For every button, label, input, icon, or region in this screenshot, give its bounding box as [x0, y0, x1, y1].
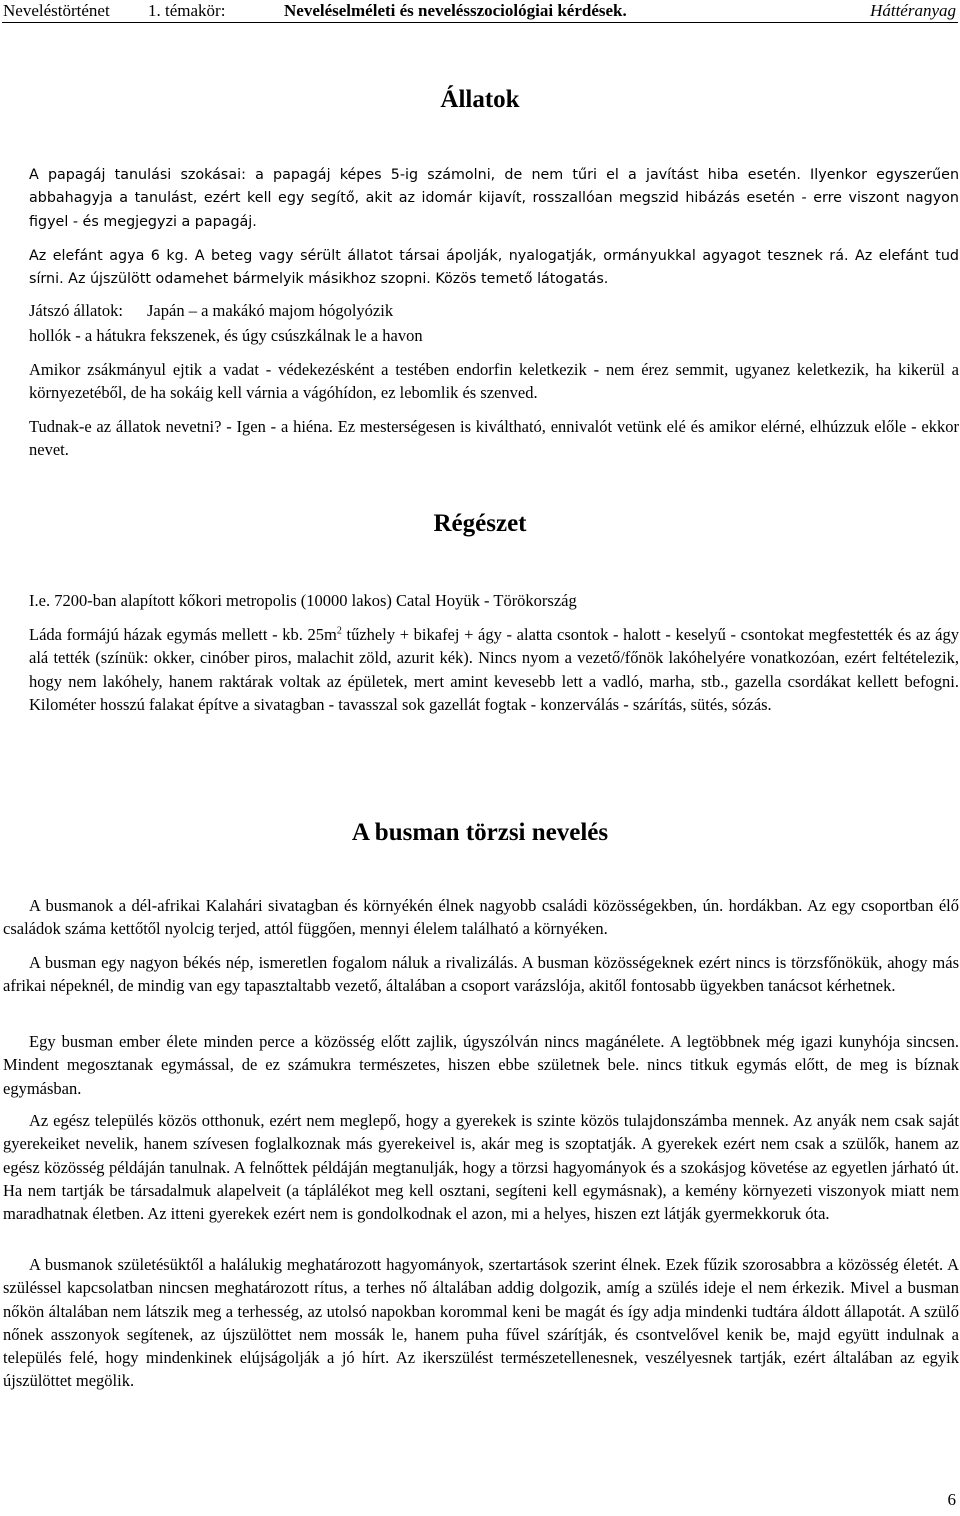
section-heading-regeszet: Régészet: [433, 510, 527, 537]
header-course: Neveléstörténet: [3, 1, 110, 20]
busman-3-text: Egy busman ember élete minden perce a közösség előtt zajlik, úgyszólván nincs magánélete. A legtöbbnek még igazi kunyhója sincsen. Mindent megosztanak egymással, de ez számukra természetes, hiszen ebbe születnek bele. nincs titkuk egymás előtt, de meg is bíznak egymásban.: [3, 1032, 959, 1098]
section-heading-busman: A busman törzsi nevelés: [351, 819, 609, 846]
houses-text-start: Láda formájú házak egymás mellett - kb. 25m: [29, 625, 337, 644]
busman-2-text: A busman egy nagyon békés nép, ismeretlen fogalom náluk a rivalizálás. A busman közösségeknek ezért nincs is törzsfőnökük, ahogy más afrikai népeknél, de mindig van egy tapasztaltabb vezető, általában a csoport varázslója, akitől fontosabb ügyekben tanácsot kérhetnek.: [3, 953, 959, 996]
paragraph-busman-2: [3, 951, 959, 998]
playing-animals-line: [29, 301, 393, 321]
paragraph-busman-4: [3, 1109, 959, 1225]
houses-text-rest: tűzhely + bikafej + ágy - alatta csontok - halott - keselyű - csontokat megfestették és az ágy alá tették (színük: okker, cinóber piros, malachit zöld, azurit kék). Nincs nyom a vezető/főnök lakóhelyére vonatkozóan, ezért feltételezik, hogy nem lakóhely, hanem raktárak voltak az épületek, mert amint kevesebb lett a vadló, marha, stb., gazella csordákat kellett befogni. Kilométer hosszú falakat építve a sivatagban - tavasszal sok gazellát fogtak - konzerválás - szárítás, sütés, sózás.: [29, 625, 959, 714]
paragraph-busman-3: [3, 1030, 959, 1100]
playing-animals-text: Japán – a makákó majom hógolyózik: [147, 301, 394, 320]
section-heading-allatok: Állatok: [440, 86, 520, 113]
page-header: [0, 0, 960, 26]
header-topic: 1. témakör:: [148, 1, 226, 20]
paragraph-laughing: Tudnak-e az állatok nevetni? - Igen - a hiéna. Ez mesterségesen is kiváltható, ennivalót vetünk elé és amikor elérné, elhúzzuk előle - ekkor nevet.: [29, 417, 959, 460]
paragraph-busman-1: [3, 894, 959, 941]
paragraph-endorphin: Amikor zsákmányul ejtik a vadat - védekezésként a testében endorfin keletkezik - nem érez semmit, ugyanez keletkezik, ha kikerül a környezetéből, de ha sokáig kell várnia a vágóhídon, ez lebomlik és szenved.: [29, 360, 959, 403]
playing-animals-label: Játszó állatok:: [29, 301, 123, 320]
header-title: Neveléselméleti és nevelésszociológiai kérdések.: [284, 1, 627, 20]
busman-1-text: A busmanok a dél-afrikai Kalahári sivatagban és környékén élnek nagyobb családi közösségekben, ún. hordákban. Az egy csoportban élő családok száma kettőtől nyolcig terjed, attól függően, mennyi élelem található a környéken.: [3, 896, 959, 939]
paragraph-elephant: Az elefánt agya 6 kg. A beteg vagy sérült állatot társai ápolják, nyalogatják, ormányukkal agyagot tesznek rá. Az elefánt tud sírni. Az újszülött odamehet bármelyik másikhoz szopni. Közös temető látogatás.: [29, 248, 959, 288]
paragraph-houses: [29, 623, 959, 716]
busman-5-text: A busmanok születésüktől a halálukig meghatározott hagyományok, szertartások szerint élnek. Ezek fűzik szorosabbra a közösség életét. A szüléssel kapcsolatban nincsen meghatározott rítus, a terhes nő általában addig dolgozik, amíg a szülés ideje el nem érkezik. Mivel a busman nőkön általában nem látszik meg a terhesség, az utolsó napokban korommal keni be magát és így adja mindenki tudtára áldott állapotát. A szülő nőnek asszonyok segítenek, az újszülöttet nem mossák le, hanem puha fűvel szárítják, és csontvelővel kenik be, majd együtt indulnak a település felé, hogy mindenkinek elújságolják a jó hírt. Az ikerszülést természetellenesnek, veszélyesnek tartják, ezért általában az egyik újszülöttet megölik.: [3, 1255, 959, 1391]
ravens-line: hollók - a hátukra fekszenek, és úgy csúszkálnak le a havon: [29, 326, 423, 345]
busman-4-text: Az egész település közös otthonuk, ezért nem meglepő, hogy a gyerekek is szinte közös tulajdonszámba mennek. Az anyák nem csak saját gyerekeiket nevelik, hanem szívesen foglalkoznak más gyerekeivel is, akár meg is szoptatják. A gyerekek ezért nem csak a szülők, hanem az egész közösség példáján tanulnak. A felnőttek példáján megtanulják, hogy a törzsi hagyományok és a szokásjog követése az egyetlen járható út. Ha nem tartják be társadalmuk alapelveit (a táplálékot meg kell osztani, segíteni kell egymásnak), a kemény környezeti viszonyok miatt nem maradhatnak életben. Az itteni gyerekek ezért nem is gondolkodnak el azon, mi a helyes, hiszen ezt látják gyermekkoruk óta.: [3, 1111, 959, 1224]
squared-superscript: 2: [336, 625, 342, 637]
header-rule: [2, 22, 958, 23]
paragraph-catal-hoyuk: I.e. 7200-ban alapított kőkori metropolis (10000 lakos) Catal Hoyük - Törökország: [29, 591, 577, 610]
header-tag: Háttéranyag: [870, 1, 956, 20]
paragraph-parrot: A papagáj tanulási szokásai: a papagáj képes 5-ig számolni, de nem tűri el a javítást hiba esetén. Ilyenkor egyszerűen abbahagyja a tanulást, ezért kell egy segítő, akit az idomár kijavít, rosszallóan megszid hibázás esetén - erre viszont nagyon figyel - és megjegyzi a papagáj.: [29, 167, 959, 230]
page-number: 6: [947, 1490, 956, 1509]
paragraph-busman-5: [3, 1253, 959, 1393]
